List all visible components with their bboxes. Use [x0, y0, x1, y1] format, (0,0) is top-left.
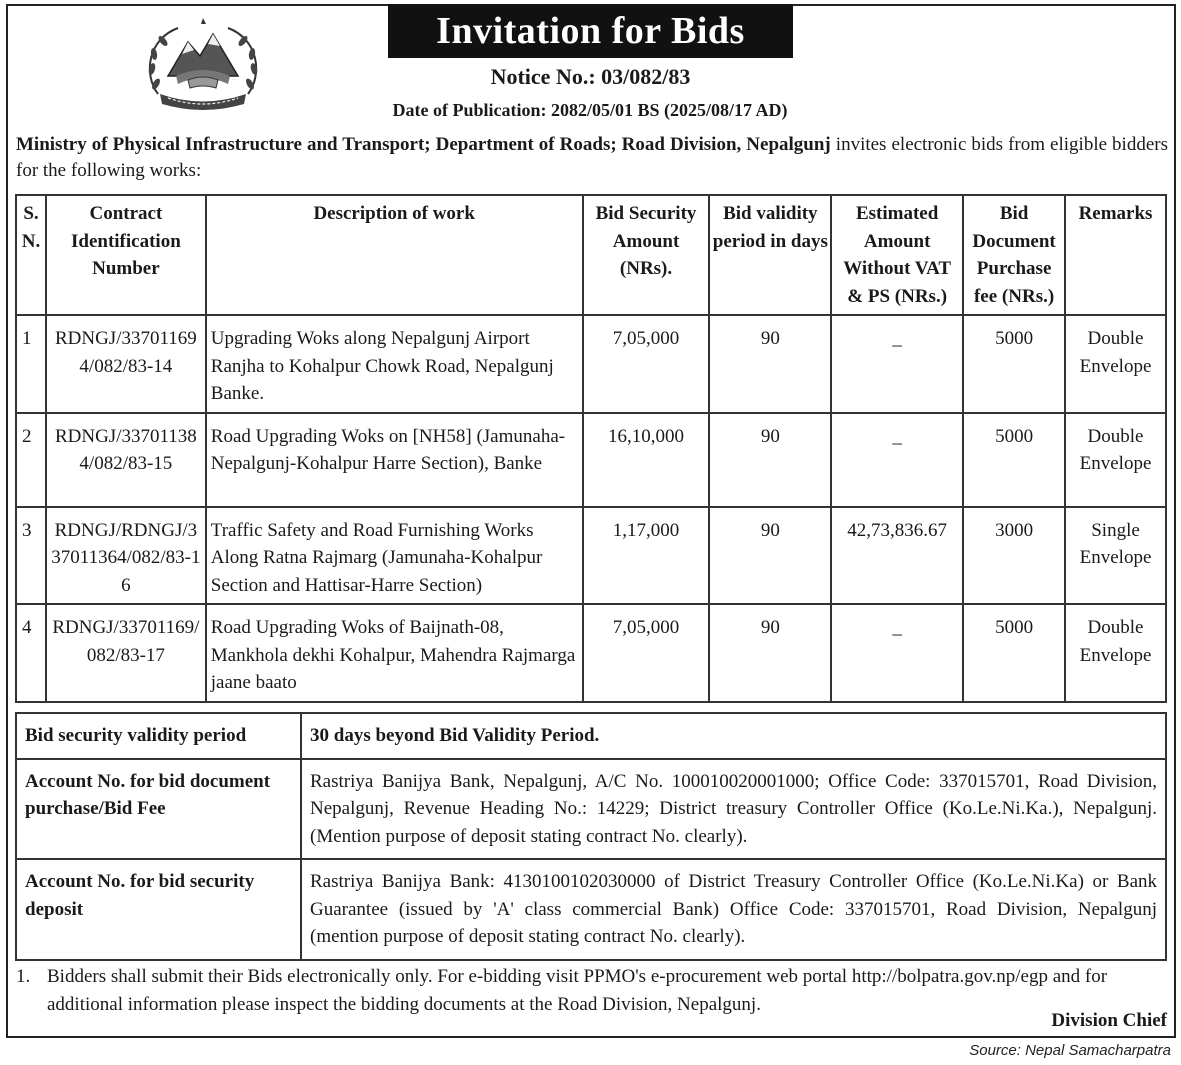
header-bid-security: Bid Security Amount (NRs). [583, 195, 710, 315]
cell-bid-security: 7,05,000 [583, 315, 710, 413]
publication-date: Date of Publication: 2082/05/01 BS (2025/08/17 AD) [392, 100, 788, 120]
signatory: Division Chief [1051, 1010, 1167, 1031]
info-table [15, 712, 1167, 961]
info-value: Rastriya Banijya Bank, Nepalgunj, A/C No. 100010020001000; Office Code: 337015701, Road Division, Nepalgunj, Revenue Heading No.: 14229; District treasury Controller Office (Ko.Le.Ni.Ka.), Nepalgunj. (Mention purpose of deposit stating contract No. clearly). [301, 759, 1166, 860]
page-title: Invitation for Bids [388, 4, 793, 58]
info-value: 30 days beyond Bid Validity Period. [301, 713, 1166, 759]
intro-text: invites electronic bids from eligible bidders for the following works: [16, 134, 1168, 181]
note-item [16, 963, 1168, 1019]
cell-contract-id: RDNGJ/RDNGJ/337011364/082/83-16 [46, 507, 206, 605]
cell-description: Road Upgrading Woks of Baijnath-08, Mankhola dekhi Kohalpur, Mahendra Rajmarga jaane baato [206, 604, 583, 702]
cell-validity: 90 [709, 507, 831, 605]
cell-bid-security: 7,05,000 [583, 604, 710, 702]
cell-sn: 1 [16, 315, 46, 413]
cell-estimated-amount: _ [831, 413, 963, 507]
cell-estimated-amount: _ [831, 315, 963, 413]
nepal-emblem-icon [138, 14, 268, 114]
table-row [16, 604, 1166, 702]
cell-description: Traffic Safety and Road Furnishing Works Along Ratna Rajmarg (Jamunaha-Kohalpur Section and Hattisar-Harre Section) [206, 507, 583, 605]
cell-validity: 90 [709, 315, 831, 413]
note-text: Bidders shall submit their Bids electronically only. For e-bidding visit PPMO's e-procurement web portal http://bolpatra.gov.np/egp and for additional information please inspect the bidding documents at the Road Division, Nepalgunj. [47, 966, 1108, 1015]
cell-contract-id: RDNGJ/337011384/082/83-15 [46, 413, 206, 507]
table-row [16, 315, 1166, 413]
table-row [16, 507, 1166, 605]
works-table [15, 194, 1167, 703]
cell-document-fee: 5000 [963, 413, 1065, 507]
info-value: Rastriya Banijya Bank: 4130100102030000 of District Treasury Controller Office (Ko.Le.Ni.Ka) or Bank Guarantee (issued by 'A' class commercial Bank) Office Code: 337015701, Road Division, Nepalgunj (mention purpose of deposit stating contract No. clearly). [301, 859, 1166, 960]
notice-number: Notice No.: 03/082/83 [490, 64, 691, 89]
cell-description: Road Upgrading Woks on [NH58] (Jamunaha-Nepalgunj-Kohalpur Harre Section), Banke [206, 413, 583, 507]
source-credit: Source: Nepal Samacharpatra [969, 1042, 1171, 1059]
cell-remarks: Double Envelope [1065, 604, 1166, 702]
note-number: 1. [16, 966, 31, 987]
intro-paragraph [16, 132, 1168, 184]
header-contract-id: Contract Identification Number [46, 195, 206, 315]
cell-document-fee: 3000 [963, 507, 1065, 605]
cell-document-fee: 5000 [963, 604, 1065, 702]
cell-contract-id: RDNGJ/33701169/082/83-17 [46, 604, 206, 702]
info-row-bid-security-account [16, 859, 1166, 960]
info-label: Bid security validity period [16, 713, 301, 759]
header-description: Description of work [206, 195, 583, 315]
organisation-name: Ministry of Physical Infrastructure and Transport; Department of Roads; Road Division, Nepalgunj [16, 134, 831, 155]
cell-validity: 90 [709, 604, 831, 702]
cell-bid-security: 1,17,000 [583, 507, 710, 605]
cell-sn: 4 [16, 604, 46, 702]
works-table-header-row [16, 195, 1166, 315]
header-document-fee: Bid Document Purchase fee (NRs.) [963, 195, 1065, 315]
cell-validity: 90 [709, 413, 831, 507]
cell-remarks: Double Envelope [1065, 315, 1166, 413]
cell-estimated-amount: 42,73,836.67 [831, 507, 963, 605]
header-sn: S. N. [16, 195, 46, 315]
cell-sn: 3 [16, 507, 46, 605]
cell-document-fee: 5000 [963, 315, 1065, 413]
info-label: Account No. for bid security deposit [16, 859, 301, 960]
cell-contract-id: RDNGJ/337011694/082/83-14 [46, 315, 206, 413]
table-row [16, 413, 1166, 507]
info-row-bid-fee-account [16, 759, 1166, 860]
header-remarks: Remarks [1065, 195, 1166, 315]
cell-description: Upgrading Woks along Nepalgunj Airport Ranjha to Kohalpur Chowk Road, Nepalgunj Banke. [206, 315, 583, 413]
header-validity: Bid validity period in days [709, 195, 831, 315]
cell-sn: 2 [16, 413, 46, 507]
cell-bid-security: 16,10,000 [583, 413, 710, 507]
info-row-bid-security-validity [16, 713, 1166, 759]
info-label: Account No. for bid document purchase/Bid Fee [16, 759, 301, 860]
cell-remarks: Single Envelope [1065, 507, 1166, 605]
header-estimated-amount: Estimated Amount Without VAT & PS (NRs.) [831, 195, 963, 315]
cell-estimated-amount: _ [831, 604, 963, 702]
cell-remarks: Double Envelope [1065, 413, 1166, 507]
